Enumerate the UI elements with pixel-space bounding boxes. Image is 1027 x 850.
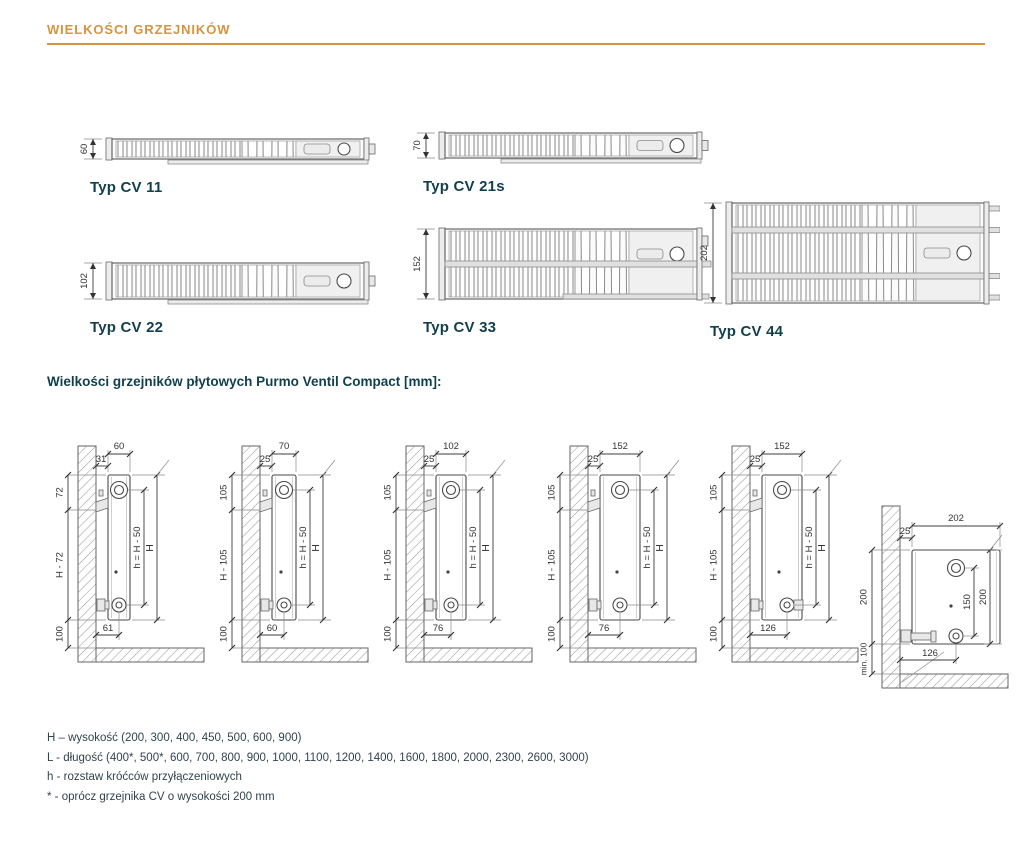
svg-text:100: 100 bbox=[218, 626, 230, 642]
side-diagram-cv22 bbox=[376, 420, 541, 675]
depth-dimension bbox=[80, 263, 102, 299]
svg-text:H - 72: H - 72 bbox=[54, 552, 66, 578]
svg-text:25: 25 bbox=[259, 454, 271, 465]
side-diagram-cv33 bbox=[540, 420, 705, 675]
wall-bracket bbox=[260, 490, 272, 512]
left-end-plate bbox=[726, 202, 732, 304]
convector-fins-wide bbox=[862, 205, 916, 301]
valve-zone bbox=[296, 265, 360, 297]
svg-text:h = H - 50: h = H - 50 bbox=[804, 526, 815, 569]
svg-text:152: 152 bbox=[612, 441, 628, 452]
depth-dimension bbox=[413, 229, 435, 299]
side-diagram-3 bbox=[376, 420, 541, 680]
page-title: WIELKOŚCI GRZEJNIKÓW bbox=[47, 22, 231, 37]
valve-fitting bbox=[97, 599, 109, 611]
cv21s-drawing bbox=[413, 128, 713, 167]
top-view-cv44 bbox=[700, 198, 1000, 340]
title-underline bbox=[47, 43, 985, 45]
top-dimensions bbox=[747, 441, 805, 472]
svg-text:min. 100: min. 100 bbox=[858, 642, 869, 676]
svg-text:31: 31 bbox=[95, 454, 107, 465]
left-end-plate bbox=[439, 132, 445, 159]
top-view-cv21s bbox=[413, 128, 713, 195]
svg-text:100: 100 bbox=[54, 626, 66, 642]
type-label-cv22: Typ CV 22 bbox=[90, 319, 164, 336]
middle-water-channel bbox=[445, 261, 697, 267]
upper-water-channel bbox=[732, 227, 984, 233]
right-dimensions bbox=[127, 460, 169, 623]
top-view-cv22 bbox=[80, 258, 380, 336]
svg-text:H: H bbox=[816, 544, 828, 552]
svg-text:150: 150 bbox=[962, 594, 973, 610]
cv44-drawing bbox=[700, 198, 1000, 312]
svg-text:H: H bbox=[654, 544, 666, 552]
depth-dimension bbox=[80, 139, 102, 159]
svg-text:H - 105: H - 105 bbox=[708, 549, 720, 581]
convector-fins bbox=[116, 141, 242, 157]
bottom-dimension bbox=[897, 644, 959, 664]
svg-text:25: 25 bbox=[423, 454, 435, 465]
svg-text:105: 105 bbox=[546, 484, 558, 501]
wall-bracket bbox=[750, 490, 762, 512]
lower-water-channel bbox=[732, 273, 984, 279]
svg-text:H - 105: H - 105 bbox=[382, 549, 394, 581]
right-end-plate bbox=[364, 138, 369, 160]
right-end-plate bbox=[364, 262, 369, 300]
svg-text:200: 200 bbox=[978, 589, 989, 605]
svg-text:H: H bbox=[480, 544, 492, 552]
legend-line-note: * - oprócz grzejnika CV o wysokości 200 mm bbox=[47, 790, 275, 803]
top-dimensions bbox=[421, 441, 469, 472]
top-view-cv33 bbox=[413, 224, 713, 336]
svg-text:105: 105 bbox=[708, 484, 720, 501]
type-label-cv33: Typ CV 33 bbox=[423, 319, 497, 336]
svg-text:105: 105 bbox=[218, 484, 230, 501]
svg-text:102: 102 bbox=[443, 441, 459, 452]
low-diagram-drawing bbox=[852, 492, 1022, 702]
left-end-plate bbox=[439, 228, 445, 300]
svg-text:76: 76 bbox=[432, 623, 444, 634]
legend-line-pitch: h - rozstaw króćców przyłączeniowych bbox=[47, 771, 242, 784]
side-diagram-cv11 bbox=[48, 420, 213, 675]
valve-zone bbox=[629, 135, 693, 156]
top-dimensions bbox=[257, 441, 299, 472]
svg-text:72: 72 bbox=[54, 487, 66, 498]
svg-text:202: 202 bbox=[948, 513, 964, 524]
convector-fins bbox=[449, 135, 575, 156]
left-end-plate bbox=[106, 138, 112, 160]
svg-text:60: 60 bbox=[266, 623, 278, 634]
wall-bracket bbox=[96, 490, 108, 512]
bottom-plate bbox=[501, 159, 701, 163]
valve-zone bbox=[916, 205, 980, 301]
top-dimensions bbox=[93, 441, 133, 472]
low-height-diagram bbox=[852, 492, 1022, 707]
radiator bbox=[96, 475, 130, 620]
section-heading: Wielkości grzejników płytowych Purmo Ventil Compact [mm]: bbox=[47, 374, 442, 389]
bottom-plate bbox=[168, 160, 368, 164]
svg-text:100: 100 bbox=[708, 626, 720, 642]
svg-text:152: 152 bbox=[774, 441, 790, 452]
side-diagram-2 bbox=[212, 420, 377, 680]
svg-text:60: 60 bbox=[113, 441, 125, 452]
svg-text:H - 105: H - 105 bbox=[546, 549, 558, 581]
radiator bbox=[260, 475, 296, 620]
valve-fitting bbox=[425, 599, 437, 611]
depth-dimension bbox=[413, 133, 435, 158]
top-dimensions bbox=[897, 513, 1003, 547]
side-diagram-cv44 bbox=[702, 420, 867, 675]
bottom-water-channel bbox=[563, 294, 709, 299]
right-dimensions bbox=[292, 460, 335, 623]
connection-tab bbox=[369, 276, 375, 286]
svg-text:h = H - 50: h = H - 50 bbox=[298, 526, 309, 569]
svg-text:100: 100 bbox=[546, 626, 558, 642]
cv33-drawing bbox=[413, 224, 713, 308]
radiator bbox=[750, 475, 803, 620]
svg-text:61: 61 bbox=[102, 623, 114, 634]
top-view-cv11 bbox=[80, 134, 380, 196]
depth-dimension bbox=[700, 203, 722, 303]
svg-text:25: 25 bbox=[749, 454, 761, 465]
svg-text:h = H - 50: h = H - 50 bbox=[468, 526, 479, 569]
convector-fins-wide bbox=[242, 265, 296, 297]
legend bbox=[47, 729, 589, 807]
top-dimensions bbox=[585, 441, 643, 472]
cv11-drawing bbox=[80, 134, 380, 168]
svg-text:202: 202 bbox=[700, 245, 710, 261]
convector-fins bbox=[116, 265, 242, 297]
svg-text:H: H bbox=[144, 544, 156, 552]
svg-text:100: 100 bbox=[382, 626, 394, 642]
radiator bbox=[424, 475, 466, 620]
wall-bracket bbox=[588, 490, 600, 512]
convector-fins-wide bbox=[242, 141, 296, 157]
cv22-drawing bbox=[80, 258, 380, 308]
svg-text:h = H - 50: h = H - 50 bbox=[642, 526, 653, 569]
type-label-cv11: Typ CV 11 bbox=[90, 179, 163, 196]
legend-line-height: H – wysokość (200, 300, 400, 450, 500, 600, 900) bbox=[47, 732, 302, 744]
svg-text:105: 105 bbox=[382, 484, 394, 501]
svg-text:25: 25 bbox=[587, 454, 599, 465]
svg-text:H: H bbox=[310, 544, 322, 552]
bottom-plate bbox=[168, 300, 368, 304]
type-label-cv21s: Typ CV 21s bbox=[423, 178, 505, 195]
svg-text:h = H - 50: h = H - 50 bbox=[132, 526, 143, 569]
svg-text:76: 76 bbox=[598, 623, 610, 634]
svg-text:102: 102 bbox=[80, 273, 90, 289]
connection-tab bbox=[702, 141, 708, 151]
radiator bbox=[588, 475, 640, 620]
side-diagram-5 bbox=[702, 420, 867, 680]
svg-text:126: 126 bbox=[760, 623, 776, 634]
connection-tab bbox=[369, 144, 375, 154]
svg-text:70: 70 bbox=[413, 140, 423, 151]
valve-fitting bbox=[589, 599, 601, 611]
right-end-plate bbox=[697, 132, 702, 159]
radiator bbox=[901, 550, 1000, 682]
svg-text:126: 126 bbox=[922, 648, 938, 659]
svg-text:25: 25 bbox=[899, 526, 911, 537]
svg-text:200: 200 bbox=[858, 589, 870, 605]
left-end-plate bbox=[106, 262, 112, 300]
svg-text:152: 152 bbox=[413, 256, 423, 272]
legend-line-length: L - długość (400*, 500*, 600, 700, 800, 900, 1000, 1100, 1200, 1400, 1600, 1800, 2000, 2300, 2600, 3000) bbox=[47, 751, 589, 764]
svg-text:60: 60 bbox=[80, 143, 90, 155]
type-label-cv44: Typ CV 44 bbox=[710, 323, 784, 340]
wall-bracket bbox=[424, 490, 436, 512]
right-end-plate bbox=[984, 202, 989, 304]
valve-zone bbox=[296, 141, 360, 157]
side-diagram-4 bbox=[540, 420, 705, 680]
side-diagram-cv21s bbox=[212, 420, 377, 675]
valve-fitting bbox=[261, 599, 273, 611]
convector-fins bbox=[736, 205, 862, 301]
svg-text:H - 105: H - 105 bbox=[218, 549, 230, 581]
svg-text:70: 70 bbox=[278, 441, 290, 452]
convector-fins-wide bbox=[575, 135, 629, 156]
side-diagram-1 bbox=[48, 420, 213, 680]
